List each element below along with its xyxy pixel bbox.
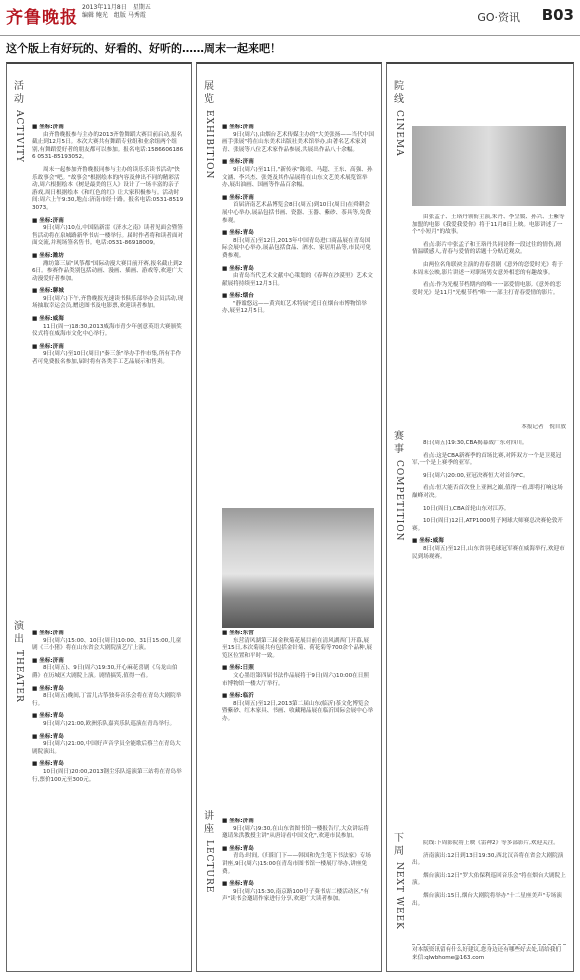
listing-location: ■ 坐标:济南 bbox=[222, 195, 374, 203]
page-number: B03 bbox=[541, 6, 574, 24]
section-label-en: ACTIVITY bbox=[14, 110, 24, 163]
listing-location: ■ 坐标:青岛 bbox=[32, 734, 184, 742]
lecture-list bbox=[222, 818, 374, 966]
exhibition-list-2 bbox=[222, 630, 374, 810]
listing-item bbox=[412, 853, 566, 868]
listing-item bbox=[32, 316, 184, 339]
film-poster bbox=[412, 126, 566, 206]
listing-location: ■ 坐标:东营 bbox=[222, 630, 374, 638]
listing-item bbox=[412, 214, 566, 237]
theater-list bbox=[32, 630, 184, 965]
listing-text: 由齐鲁晚报参与主办的2013齐鲁舞蹈大赛目前启动,报名截止到12月5日。本次大赛共有舞蹈专业组和业余组两个组别,有舞蹈爱好者的朋友都可以参加。报名电话:15866061866 0531-85193052。 bbox=[32, 131, 184, 161]
listing-text: 9日(周六)15:00、10日(周日)10:00、31日15:00,儿童剧《三小猪》将在山东省会大剧院演艺厅上演。 bbox=[32, 637, 182, 652]
exhibition-photo-area bbox=[222, 506, 374, 628]
listing-location: ■ 坐标:青岛 bbox=[222, 266, 374, 274]
listing-item bbox=[32, 713, 184, 728]
listing-text: 8日(周五)至12日,2013年中国青岛进口商品展在青岛国际会展中心举办,展品包括食品、酒水、家居用品等,市民可免费参观。 bbox=[222, 237, 371, 259]
listing-location: ■ 坐标:聊城 bbox=[32, 288, 184, 296]
listing-text: 青岛:时间,《归阳门下——韩国和先生笔下书法家》专场讲座,9日(周六)15:00在青岛市图书馆一楼展厅举办,讲座免费。 bbox=[222, 853, 371, 875]
nextweek-list bbox=[412, 840, 566, 940]
listing-text: 10日(周日),CBA首轮山东对江苏。 bbox=[423, 505, 510, 512]
listing-location: ■ 坐标:青岛 bbox=[222, 881, 374, 889]
listing-text: 8日(周五)晚间,丁雷儿古筝独奏音乐会将在青岛大剧院举行。 bbox=[32, 693, 182, 707]
listing-text: 9日(周六)至10日(周日)"秦三条"举办手作市集,所有手作者可免费报名参加,届时将有各类手工艺品展示和售卖。 bbox=[32, 351, 182, 366]
listing-item bbox=[32, 761, 184, 784]
listing-text: 9日(周六),由烟台艺术传媒主办的"大美张扬——当代中国画手张展"将在山东美术出版社美术馆举办,由著名艺术家刘青、张展等八位艺术家作品参展,共展出作品八十余幅。 bbox=[222, 131, 374, 153]
listing-item bbox=[412, 453, 566, 468]
film-poster-area bbox=[412, 124, 566, 212]
listing-item bbox=[32, 344, 184, 367]
listing-text: 11日(周一)18:30,2013威海市青少年创意英语大赛颁奖仪式将在威海市文化中心举行。 bbox=[32, 323, 182, 338]
listing-item bbox=[412, 282, 566, 297]
section-label-en: THEATER bbox=[14, 650, 24, 703]
listing-item bbox=[412, 893, 566, 908]
listing-location: ■ 坐标:青岛 bbox=[222, 230, 374, 238]
listing-item bbox=[32, 167, 184, 213]
listing-text: 由青岛当代艺术文献中心策划的《春晖在沙漠里》艺术文献展将持续至12月3日。 bbox=[222, 273, 373, 287]
listing-text: "静谧悠远——黄宾虹艺术特展"近日在烟台市博物馆举办,展至12月5日。 bbox=[222, 300, 367, 315]
listing-item bbox=[222, 230, 374, 260]
competition-list bbox=[412, 440, 566, 828]
listing-text: 首届济南艺术品博览会8日(周五)到10日(周日)在舜耕会展中心举办,展品包括书画、瓷器、玉器、紫砂、茶具等,免费参观。 bbox=[222, 202, 371, 224]
section-label-cinema bbox=[394, 80, 406, 157]
listing-text: 10日(周日)12日,ATP1000男子网球大师赛总决赛伦敦开赛。 bbox=[412, 518, 563, 532]
listing-item bbox=[222, 665, 374, 688]
section-name: GO·资讯 bbox=[477, 11, 520, 24]
editor-line: 编辑 鲍光 组版 马秀霞 bbox=[82, 12, 146, 19]
listing-text: 9日(周六)9:30,在山东省图书馆一楼报告厅,大众讲坛将邀请朱洪教授主讲"从唐诗看中国文化",欢迎市民参加。 bbox=[222, 825, 369, 840]
listing-item bbox=[32, 658, 184, 681]
section-label-en: NEXT WEEK bbox=[394, 862, 404, 930]
listing-text: 济南演出:12日到13日19:30,西北汉音将在省会大剧院演出。 bbox=[412, 852, 564, 867]
section-label-exhibition bbox=[204, 80, 216, 179]
listing-item bbox=[412, 473, 566, 481]
listing-item bbox=[32, 218, 184, 248]
listing-text: 9日(周六)下午,齐鲁晚报光速读书俱乐部举办会员活动,现场抽取幸运会员,赠送图书及电影票,欢迎读者参加。 bbox=[32, 295, 184, 310]
listing-item bbox=[412, 873, 566, 888]
listing-item bbox=[222, 159, 374, 189]
listing-location: ■ 坐标:烟台 bbox=[222, 293, 374, 301]
listing-item bbox=[412, 440, 566, 448]
listing-text: 8日(周五)19:30,CBA揭幕战广东对四川。 bbox=[423, 440, 528, 446]
exhibition-list bbox=[222, 124, 374, 504]
activity-list bbox=[32, 124, 184, 624]
listing-item bbox=[222, 124, 374, 154]
listing-text: 9日(周六)15:30,南京路100号子葵书店二楼活动区,"有声"读书会邀请作家进行分享,欢迎广大读者参加。 bbox=[222, 888, 369, 903]
section-label-theater bbox=[14, 620, 26, 703]
reporter-credit: 本报记者 倪自放 bbox=[521, 424, 566, 430]
listing-item bbox=[412, 485, 566, 500]
listing-item bbox=[412, 518, 566, 533]
listing-text: 看点:这是CBA新赛季的首场比赛,对阵双方一个是卫冕冠军,一个是上赛季的亚军。 bbox=[412, 452, 562, 467]
section-label-competition bbox=[394, 430, 406, 541]
listing-location: ■ 坐标:青岛 bbox=[32, 761, 184, 769]
listing-text: 9日(周六)21:00,欧洲乐队嘉宾乐队巡演在青岛举行。 bbox=[43, 720, 176, 727]
listing-item bbox=[32, 734, 184, 757]
listing-item bbox=[222, 195, 374, 225]
page-header bbox=[0, 0, 580, 36]
listing-text: 9日(周六)20:00,亚冠决赛恒大对首尔FC。 bbox=[423, 472, 529, 479]
listing-location: ■ 坐标:济南 bbox=[32, 124, 184, 132]
listing-location: ■ 坐标:青岛 bbox=[222, 846, 374, 854]
newspaper-logo: 齐鲁晚报 bbox=[6, 8, 78, 28]
listing-location: ■ 坐标:临沂 bbox=[222, 693, 374, 701]
listing-text: 8日(周五)至12日,山东省羽毛球冠军赛在威海举行,欢迎市民到场观赛。 bbox=[412, 545, 565, 560]
listing-location: ■ 坐标:潍坊 bbox=[32, 253, 184, 261]
listing-text: 8日(周五)、9日(周六)19:30,开心麻花喜剧《乌龙山伯爵》在历城区大剧院上演。剧情搞笑,值得一看。 bbox=[32, 665, 178, 679]
section-label-lecture bbox=[204, 810, 216, 893]
listing-text: 看点:恒大能否首次登上亚洲之巅,值得一看,即将打响这场巅峰对决。 bbox=[412, 485, 563, 499]
listing-location: ■ 坐标:威海 bbox=[32, 316, 184, 324]
listing-text: 由张孟子、王珞丹领衔主演,朱丹、李呈媛、孙兴、王紫等加盟的电影《我爱我爱你》将于11月8日上映。电影讲述了一个"小短月"的故事。 bbox=[412, 214, 565, 236]
listing-item bbox=[222, 846, 374, 876]
listing-item bbox=[32, 253, 184, 283]
section-label-en: EXHIBITION bbox=[204, 110, 214, 180]
listing-location: ■ 坐标:济南 bbox=[32, 630, 184, 638]
listing-text: 9日(周六)至11日,"新传承"陈靖、马超、王东、高强、孙文涵、李兴杰、张尧及其作品展将在山东文艺美术展览馆举办,展出油画、国画等作品百余幅。 bbox=[222, 166, 373, 189]
section-label-cn: 赛事 bbox=[394, 431, 404, 455]
listing-location: ■ 坐标:济南 bbox=[32, 344, 184, 352]
footer-note: 对本版资讯留有什么好建议,您身边还有哪些好去处,请给我们来信:qlwbhome@163.com bbox=[412, 944, 566, 968]
listing-item bbox=[32, 124, 184, 162]
section-label-en: LECTURE bbox=[204, 840, 214, 894]
listing-location: ■ 坐标:威海 bbox=[412, 538, 566, 546]
issue-date: 2013年11月8日 星期五 bbox=[82, 4, 151, 11]
listing-item bbox=[412, 538, 566, 561]
listing-text: 东营清风湖第三届金秋菊花展目前在清风湖西门开幕,展至15日,本次菊展共有包括金针菊、荷花菊等700余个品种,展览区位置和平时一致。 bbox=[222, 637, 373, 659]
listing-text: 潍坊第三届"风筝都"国际动漫大赛目前开赛,报名截止到26日。参赛作品类别包括动画、漫画、插画、游戏等,欢迎广大动漫爱好者参加。 bbox=[32, 260, 183, 282]
section-label-cn: 讲座 bbox=[204, 811, 214, 835]
issue-meta bbox=[82, 4, 151, 20]
listing-item bbox=[412, 242, 566, 257]
listing-text: 院线:下周影院将上映《雷神2》等多部影片,欢迎关注。 bbox=[423, 840, 559, 846]
listing-text: 看点:作为光棍节档期内的唯一一部爱情电影,《意外的恋爱时光》是11月"光棍节档"唯一一部主打青春爱情的影片。 bbox=[412, 282, 561, 296]
listing-text: 10日(周日)20:00,2013钢尘乐队巡演第三站将在青岛举行,票价100元至300元。 bbox=[32, 768, 182, 783]
listing-item bbox=[32, 288, 184, 311]
section-label-cn: 下周 bbox=[394, 833, 404, 857]
listing-text: 9日(周六)10点,中国陆新雷《济水之南》读者见面会暨签售活动将在泉城路新华书店一楼举行。届时作者将和读者面对面交流,并现场签名售书。电话:0531-86918009。 bbox=[32, 225, 184, 247]
cinema-list bbox=[412, 214, 566, 424]
listing-location: ■ 坐标:日照 bbox=[222, 665, 374, 673]
listing-location: ■ 坐标:青岛 bbox=[32, 686, 184, 694]
listing-location: ■ 坐标:青岛 bbox=[32, 713, 184, 721]
listing-text: 周末一起参加齐鲁晚报同参与主办的读乐乐读书活动"快乐故事会"吧。"故事会"根据绘本的内容及伸出不同的精彩活动,周六根据绘本《树是最美的巨人》设计了一场丰富的亲子游戏,周日根据绘本《和红色的红》让大家积极参与。活动时间:周六上午9:30,地点:济南市经十路。报名电话:0531-85193073。 bbox=[32, 166, 184, 211]
listing-text: 烟台演出:15日,烟台大剧院将举办"十二星座美声"专场演出。 bbox=[412, 892, 562, 907]
listing-text: 9日(周六)21:00,中国好声音学员全能歌后蔡兰在青岛大剧院演出。 bbox=[32, 741, 181, 755]
listing-item bbox=[222, 630, 374, 660]
section-label-nextweek bbox=[394, 832, 406, 930]
listing-item bbox=[222, 881, 374, 904]
listing-location: ■ 坐标:济南 bbox=[32, 658, 184, 666]
exhibition-photo bbox=[222, 508, 374, 628]
listing-item bbox=[32, 630, 184, 653]
section-label-cn: 演出 bbox=[14, 621, 24, 645]
listing-location: ■ 坐标:济南 bbox=[222, 159, 374, 167]
section-label-activity bbox=[14, 80, 26, 163]
listing-item bbox=[222, 266, 374, 289]
listing-item bbox=[222, 818, 374, 841]
listing-item bbox=[412, 262, 566, 277]
listing-item bbox=[412, 840, 566, 848]
listing-text: 看点:影片中张孟子和王珞丹共同诠释一段过往的情伤,剧情温暖感人,青春与爱情的话题十分贴近观众。 bbox=[412, 241, 561, 256]
listing-text: 烟台演出:12日"罗大佑保利巡回音乐会"将在烟台大剧院上演。 bbox=[412, 872, 566, 887]
section-label-cn: 院线 bbox=[394, 81, 404, 105]
listing-text: 8日(周五)至12日,2013第二届山东(临沂)茶文化博览会暨紫砂、红木家具、书画、收藏精品展在临沂国际会展中心举办。 bbox=[222, 700, 374, 722]
section-label-cn: 展览 bbox=[204, 81, 214, 105]
section-label-en: CINEMA bbox=[394, 110, 404, 157]
listing-location: ■ 坐标:济南 bbox=[222, 818, 374, 826]
listing-location: ■ 坐标:济南 bbox=[222, 124, 374, 132]
intro-headline: 这个版上有好玩的、好看的、好听的……周末一起来吧！ bbox=[6, 42, 281, 55]
listing-item bbox=[222, 693, 374, 723]
section-label-cn: 活动 bbox=[14, 81, 24, 105]
listing-item bbox=[222, 293, 374, 316]
listing-text: 文心墨语第四届书法作品展将于9日(周六)10:00在日照市博物馆一楼大厅举行。 bbox=[222, 672, 369, 687]
listing-location: ■ 坐标:济南 bbox=[32, 218, 184, 226]
listing-item bbox=[32, 686, 184, 709]
listing-item bbox=[412, 506, 566, 514]
section-label-en: COMPETITION bbox=[394, 460, 404, 542]
listing-text: 由两位名角联袂主演的青春喜剧《意外的恋爱时光》将于本周末公映,影片讲述一对职场男女意外相恋的有趣故事。 bbox=[412, 261, 563, 276]
